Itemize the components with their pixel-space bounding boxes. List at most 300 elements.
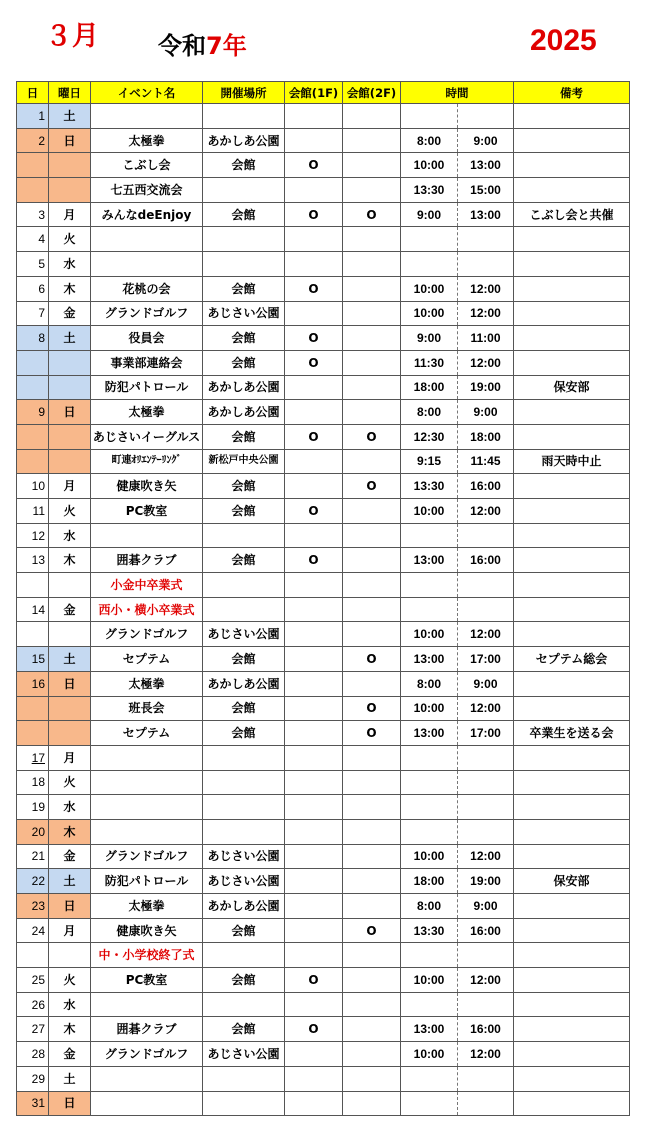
note-cell (514, 178, 630, 203)
hall-2f-cell (343, 992, 401, 1017)
weekday-cell: 水 (49, 523, 91, 548)
end-time-cell: 16:00 (458, 918, 514, 943)
hall-2f-cell (343, 178, 401, 203)
place-cell: あかしあ公園 (203, 671, 285, 696)
end-time-cell: 9:00 (458, 671, 514, 696)
start-time-cell: 13:30 (401, 178, 458, 203)
col-time: 時間 (401, 82, 514, 104)
start-time-cell: 10:00 (401, 696, 458, 721)
start-time-cell: 10:00 (401, 622, 458, 647)
event-cell: 囲碁クラブ (91, 548, 203, 573)
event-cell: 太極拳 (91, 128, 203, 153)
hall-2f-cell (343, 375, 401, 400)
day-cell: 3 (17, 202, 49, 227)
table-row (17, 523, 630, 548)
start-time-cell: 13:00 (401, 1017, 458, 1042)
end-time-cell (458, 819, 514, 844)
hall-2f-cell: O (343, 202, 401, 227)
day-cell (17, 153, 49, 178)
hall-2f-cell (343, 968, 401, 993)
start-time-cell (401, 1091, 458, 1116)
end-time-cell: 15:00 (458, 178, 514, 203)
table-row (17, 276, 630, 301)
hall-2f-cell (343, 1066, 401, 1091)
table-row (17, 721, 630, 746)
start-time-cell: 9:00 (401, 202, 458, 227)
start-time-cell (401, 104, 458, 129)
place-cell: あかしあ公園 (203, 400, 285, 425)
hall-1f-cell (285, 844, 343, 869)
table-row (17, 499, 630, 524)
event-cell: 中・小学校終了式 (91, 943, 203, 968)
hall-1f-cell: O (285, 326, 343, 351)
table-row (17, 449, 630, 474)
table-row (17, 548, 630, 573)
hall-2f-cell (343, 943, 401, 968)
table-row (17, 1042, 630, 1067)
weekday-cell: 水 (49, 992, 91, 1017)
table-row (17, 178, 630, 203)
weekday-cell: 木 (49, 819, 91, 844)
weekday-cell: 土 (49, 326, 91, 351)
hall-1f-cell (285, 721, 343, 746)
place-cell: 会館 (203, 647, 285, 672)
hall-1f-cell (285, 597, 343, 622)
hall-2f-cell (343, 499, 401, 524)
note-cell (514, 499, 630, 524)
note-cell (514, 326, 630, 351)
hall-1f-cell: O (285, 350, 343, 375)
weekday-cell: 土 (49, 869, 91, 894)
event-cell: 役員会 (91, 326, 203, 351)
day-cell: 19 (17, 795, 49, 820)
hall-2f-cell (343, 1017, 401, 1042)
place-cell: 会館 (203, 153, 285, 178)
weekday-cell: 水 (49, 252, 91, 277)
hall-2f-cell: O (343, 474, 401, 499)
event-cell: 班長会 (91, 696, 203, 721)
weekday-cell: 木 (49, 548, 91, 573)
start-time-cell: 10:00 (401, 1042, 458, 1067)
hall-2f-cell (343, 622, 401, 647)
end-time-cell: 12:00 (458, 1042, 514, 1067)
start-time-cell: 10:00 (401, 276, 458, 301)
event-cell: 健康吹き矢 (91, 918, 203, 943)
note-cell (514, 548, 630, 573)
end-time-cell (458, 227, 514, 252)
event-cell: みんなdeEnjoy (91, 202, 203, 227)
table-row (17, 647, 630, 672)
table-row (17, 252, 630, 277)
note-cell (514, 104, 630, 129)
day-cell: 4 (17, 227, 49, 252)
event-cell (91, 795, 203, 820)
note-cell (514, 523, 630, 548)
day-cell (17, 449, 49, 474)
event-cell: こぶし会 (91, 153, 203, 178)
event-cell (91, 1066, 203, 1091)
start-time-cell: 8:00 (401, 671, 458, 696)
weekday-cell: 木 (49, 1017, 91, 1042)
place-cell (203, 104, 285, 129)
hall-2f-cell (343, 573, 401, 598)
col-event: イベント名 (91, 82, 203, 104)
col-note: 備考 (514, 82, 630, 104)
end-time-cell: 12:00 (458, 622, 514, 647)
hall-2f-cell: O (343, 721, 401, 746)
place-cell: 会館 (203, 548, 285, 573)
day-cell: 27 (17, 1017, 49, 1042)
table-row (17, 375, 630, 400)
hall-2f-cell: O (343, 647, 401, 672)
start-time-cell (401, 745, 458, 770)
table-row (17, 474, 630, 499)
place-cell: 会館 (203, 696, 285, 721)
place-cell: あかしあ公園 (203, 375, 285, 400)
place-cell: あじさい公園 (203, 1042, 285, 1067)
table-row (17, 745, 630, 770)
note-cell (514, 844, 630, 869)
day-cell (17, 178, 49, 203)
place-cell: 会館 (203, 968, 285, 993)
note-cell (514, 819, 630, 844)
hall-1f-cell (285, 869, 343, 894)
place-cell: 新松戸中央公園 (203, 449, 285, 474)
hall-1f-cell (285, 1091, 343, 1116)
day-cell: 28 (17, 1042, 49, 1067)
event-cell (91, 770, 203, 795)
start-time-cell: 13:30 (401, 918, 458, 943)
day-cell: 2 (17, 128, 49, 153)
note-cell: 雨天時中止 (514, 449, 630, 474)
day-cell (17, 573, 49, 598)
weekday-cell (49, 424, 91, 449)
event-cell: 防犯パトロール (91, 375, 203, 400)
era-year: 7年 (206, 32, 247, 60)
weekday-cell: 日 (49, 894, 91, 919)
end-time-cell: 19:00 (458, 869, 514, 894)
day-cell: 23 (17, 894, 49, 919)
place-cell (203, 523, 285, 548)
start-time-cell: 13:00 (401, 647, 458, 672)
event-cell: グランドゴルフ (91, 622, 203, 647)
hall-1f-cell (285, 918, 343, 943)
hall-1f-cell: O (285, 1017, 343, 1042)
era-title (158, 26, 247, 61)
day-cell: 10 (17, 474, 49, 499)
hall-1f-cell (285, 819, 343, 844)
table-row (17, 770, 630, 795)
day-cell: 8 (17, 326, 49, 351)
header-row (17, 82, 630, 104)
weekday-cell (49, 449, 91, 474)
weekday-cell: 金 (49, 1042, 91, 1067)
hall-1f-cell: O (285, 153, 343, 178)
hall-1f-cell (285, 523, 343, 548)
day-cell: 21 (17, 844, 49, 869)
event-cell: セプテム (91, 647, 203, 672)
hall-2f-cell (343, 745, 401, 770)
hall-2f-cell (343, 1042, 401, 1067)
note-cell (514, 1066, 630, 1091)
col-hall-1f: 会館(1F) (285, 82, 343, 104)
end-time-cell: 9:00 (458, 400, 514, 425)
end-time-cell: 16:00 (458, 548, 514, 573)
note-cell (514, 622, 630, 647)
end-time-cell: 18:00 (458, 424, 514, 449)
place-cell (203, 795, 285, 820)
place-cell: 会館 (203, 1017, 285, 1042)
table-row (17, 400, 630, 425)
day-cell: 22 (17, 869, 49, 894)
weekday-cell: 月 (49, 745, 91, 770)
place-cell: 会館 (203, 424, 285, 449)
end-time-cell (458, 573, 514, 598)
place-cell: 会館 (203, 202, 285, 227)
start-time-cell: 10:00 (401, 153, 458, 178)
note-cell (514, 153, 630, 178)
table-row (17, 795, 630, 820)
hall-1f-cell: O (285, 202, 343, 227)
weekday-cell (49, 943, 91, 968)
event-cell (91, 1091, 203, 1116)
hall-2f-cell: O (343, 918, 401, 943)
place-cell: 会館 (203, 326, 285, 351)
table-row (17, 1066, 630, 1091)
hall-2f-cell (343, 671, 401, 696)
event-cell: 町連ｵﾘｴﾝﾃｰﾘﾝｸﾞ (91, 449, 203, 474)
start-time-cell: 13:00 (401, 721, 458, 746)
hall-1f-cell (285, 795, 343, 820)
day-cell: 18 (17, 770, 49, 795)
hall-1f-cell (285, 128, 343, 153)
hall-1f-cell (285, 400, 343, 425)
weekday-cell: 火 (49, 499, 91, 524)
note-cell (514, 992, 630, 1017)
weekday-cell (49, 622, 91, 647)
weekday-cell (49, 178, 91, 203)
note-cell (514, 1042, 630, 1067)
place-cell: あじさい公園 (203, 622, 285, 647)
table-row (17, 326, 630, 351)
weekday-cell (49, 153, 91, 178)
hall-2f-cell (343, 104, 401, 129)
col-hall-2f: 会館(2F) (343, 82, 401, 104)
end-time-cell: 11:00 (458, 326, 514, 351)
weekday-cell: 木 (49, 276, 91, 301)
event-cell: あじさいイーグルス (91, 424, 203, 449)
note-cell: 保安部 (514, 375, 630, 400)
hall-2f-cell (343, 819, 401, 844)
weekday-cell: 金 (49, 844, 91, 869)
day-cell (17, 350, 49, 375)
day-cell: 14 (17, 597, 49, 622)
hall-1f-cell (285, 301, 343, 326)
hall-1f-cell (285, 671, 343, 696)
note-cell (514, 943, 630, 968)
table-row (17, 1017, 630, 1042)
place-cell: あじさい公園 (203, 301, 285, 326)
hall-1f-cell: O (285, 548, 343, 573)
place-cell (203, 992, 285, 1017)
day-cell: 13 (17, 548, 49, 573)
end-time-cell (458, 523, 514, 548)
start-time-cell: 12:30 (401, 424, 458, 449)
month-title: ３月 (45, 21, 99, 52)
end-time-cell (458, 745, 514, 770)
weekday-cell: 火 (49, 968, 91, 993)
start-time-cell: 8:00 (401, 894, 458, 919)
event-cell: 太極拳 (91, 400, 203, 425)
end-time-cell: 12:00 (458, 350, 514, 375)
hall-2f-cell: O (343, 696, 401, 721)
note-cell: 保安部 (514, 869, 630, 894)
col-weekday: 曜日 (49, 82, 91, 104)
table-row (17, 128, 630, 153)
event-cell: 花桃の会 (91, 276, 203, 301)
weekday-cell: 水 (49, 795, 91, 820)
hall-2f-cell (343, 597, 401, 622)
weekday-cell (49, 721, 91, 746)
event-cell: 七五西交流会 (91, 178, 203, 203)
table-row (17, 1091, 630, 1116)
note-cell (514, 128, 630, 153)
start-time-cell: 10:00 (401, 301, 458, 326)
start-time-cell: 10:00 (401, 499, 458, 524)
place-cell: あかしあ公園 (203, 894, 285, 919)
place-cell (203, 227, 285, 252)
end-time-cell (458, 1091, 514, 1116)
note-cell (514, 227, 630, 252)
place-cell (203, 252, 285, 277)
note-cell (514, 894, 630, 919)
hall-1f-cell (285, 647, 343, 672)
event-cell (91, 745, 203, 770)
day-cell: 26 (17, 992, 49, 1017)
day-cell (17, 696, 49, 721)
note-cell (514, 597, 630, 622)
start-time-cell: 8:00 (401, 400, 458, 425)
hall-1f-cell (285, 375, 343, 400)
end-time-cell (458, 795, 514, 820)
day-cell: 1 (17, 104, 49, 129)
start-time-cell (401, 795, 458, 820)
weekday-cell: 日 (49, 1091, 91, 1116)
day-cell: 24 (17, 918, 49, 943)
day-cell: 9 (17, 400, 49, 425)
day-cell: 16 (17, 671, 49, 696)
hall-1f-cell: O (285, 424, 343, 449)
end-time-cell: 9:00 (458, 894, 514, 919)
table-row (17, 597, 630, 622)
start-time-cell: 9:00 (401, 326, 458, 351)
day-cell: 29 (17, 1066, 49, 1091)
event-cell: 西小・横小卒業式 (91, 597, 203, 622)
end-time-cell: 17:00 (458, 721, 514, 746)
weekday-cell: 火 (49, 227, 91, 252)
end-time-cell: 12:00 (458, 499, 514, 524)
hall-1f-cell (285, 992, 343, 1017)
end-time-cell: 12:00 (458, 844, 514, 869)
event-cell (91, 523, 203, 548)
day-cell: 6 (17, 276, 49, 301)
event-cell (91, 104, 203, 129)
place-cell: 会館 (203, 721, 285, 746)
day-cell (17, 375, 49, 400)
weekday-cell (49, 350, 91, 375)
note-cell (514, 696, 630, 721)
table-row (17, 869, 630, 894)
event-cell (91, 252, 203, 277)
event-calendar-table (16, 81, 630, 1116)
table-row (17, 844, 630, 869)
weekday-cell: 月 (49, 202, 91, 227)
table-row (17, 622, 630, 647)
place-cell (203, 178, 285, 203)
hall-1f-cell (285, 474, 343, 499)
weekday-cell: 金 (49, 301, 91, 326)
event-cell: 太極拳 (91, 894, 203, 919)
place-cell (203, 573, 285, 598)
weekday-cell: 金 (49, 597, 91, 622)
hall-2f-cell (343, 128, 401, 153)
start-time-cell (401, 523, 458, 548)
place-cell: あかしあ公園 (203, 128, 285, 153)
hall-2f-cell (343, 844, 401, 869)
day-cell: 7 (17, 301, 49, 326)
table-row (17, 227, 630, 252)
weekday-cell (49, 375, 91, 400)
note-cell (514, 276, 630, 301)
table-row (17, 153, 630, 178)
hall-2f-cell (343, 276, 401, 301)
note-cell (514, 252, 630, 277)
start-time-cell (401, 597, 458, 622)
hall-1f-cell (285, 1066, 343, 1091)
day-cell (17, 721, 49, 746)
end-time-cell: 11:45 (458, 449, 514, 474)
start-time-cell: 10:00 (401, 968, 458, 993)
note-cell (514, 770, 630, 795)
event-cell: グランドゴルフ (91, 301, 203, 326)
start-time-cell (401, 770, 458, 795)
hall-2f-cell (343, 869, 401, 894)
table-row (17, 918, 630, 943)
table-row (17, 671, 630, 696)
start-time-cell: 9:15 (401, 449, 458, 474)
place-cell: 会館 (203, 350, 285, 375)
day-cell (17, 424, 49, 449)
end-time-cell: 13:00 (458, 153, 514, 178)
note-cell (514, 573, 630, 598)
place-cell: あじさい公園 (203, 844, 285, 869)
day-cell (17, 622, 49, 647)
end-time-cell: 16:00 (458, 1017, 514, 1042)
end-time-cell (458, 104, 514, 129)
weekday-cell: 月 (49, 918, 91, 943)
hall-2f-cell (343, 548, 401, 573)
hall-1f-cell (285, 178, 343, 203)
hall-2f-cell (343, 350, 401, 375)
note-cell (514, 474, 630, 499)
weekday-cell: 日 (49, 128, 91, 153)
start-time-cell: 18:00 (401, 869, 458, 894)
end-time-cell (458, 992, 514, 1017)
weekday-cell (49, 696, 91, 721)
hall-1f-cell (285, 770, 343, 795)
weekday-cell: 土 (49, 1066, 91, 1091)
end-time-cell: 12:00 (458, 696, 514, 721)
